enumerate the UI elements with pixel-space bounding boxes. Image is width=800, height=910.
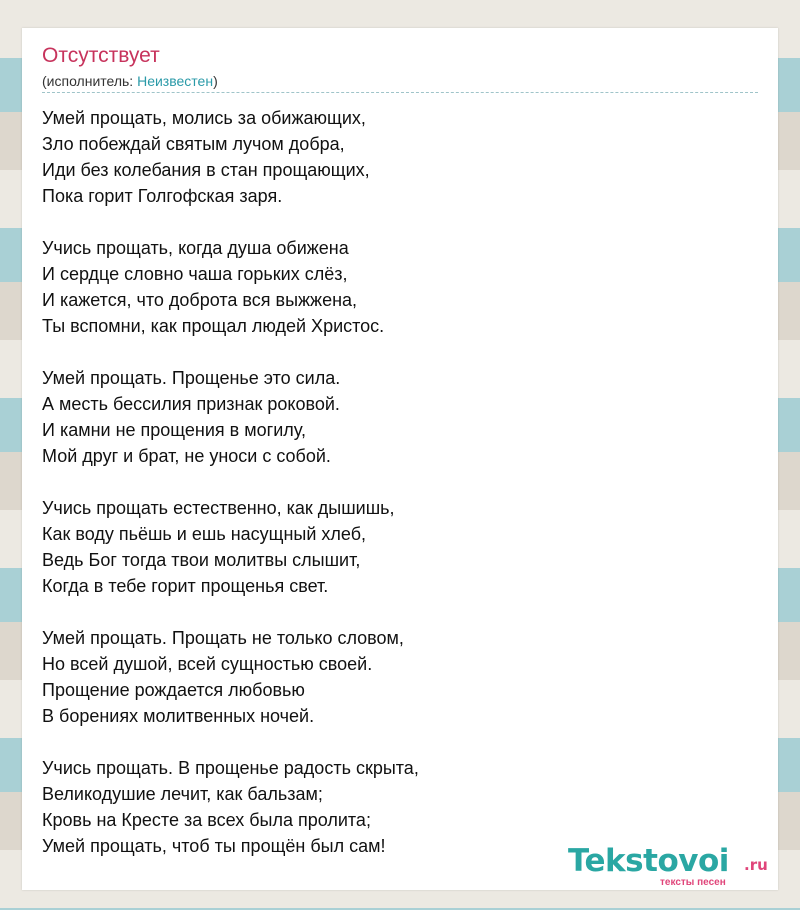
lyric-line: Учись прощать, когда душа обижена: [42, 238, 349, 258]
lyrics-body: [42, 105, 758, 859]
lyric-line: Кровь на Кресте за всех была пролита;: [42, 810, 371, 830]
stanza: [42, 625, 758, 729]
artist-line: [42, 73, 218, 89]
lyrics-card: [22, 28, 778, 890]
stanza: [42, 105, 758, 209]
lyric-line: Ведь Бог тогда твои молитвы слышит,: [42, 550, 361, 570]
site-logo[interactable]: [568, 843, 778, 889]
logo-tld: .ru: [744, 856, 768, 874]
lyric-line: А месть бессилия признак роковой.: [42, 394, 340, 414]
artist-link[interactable]: Неизвестен: [137, 73, 214, 89]
stanza: [42, 495, 758, 599]
header-divider: [42, 92, 758, 93]
lyric-line: Умей прощать. Прощать не только словом,: [42, 628, 404, 648]
lyric-line: Великодушие лечит, как бальзам;: [42, 784, 323, 804]
logo-wordmark: Tekstovoi: [568, 843, 729, 879]
artist-prefix: (исполнитель:: [42, 73, 138, 89]
lyric-line: И сердце словно чаша горьких слёз,: [42, 264, 348, 284]
lyric-line: Ты вспомни, как прощал людей Христос.: [42, 316, 385, 336]
lyric-line: И камни не прощения в могилу,: [42, 420, 306, 440]
lyric-line: Пока горит Голгофская заря.: [42, 186, 283, 206]
lyric-line: И кажется, что доброта вся выжжена,: [42, 290, 358, 310]
lyric-line: Иди без колебания в стан прощающих,: [42, 160, 370, 180]
lyric-line: Но всей душой, всей сущностью своей.: [42, 654, 373, 674]
song-title: Отсутствует: [42, 44, 160, 67]
stanza: [42, 365, 758, 469]
logo-tagline: тексты песен: [660, 877, 726, 888]
lyric-line: Умей прощать. Прощенье это сила.: [42, 368, 341, 388]
lyric-line: Умей прощать, чтоб ты прощён был сам!: [42, 836, 386, 856]
lyric-line: Зло побеждай святым лучом добра,: [42, 134, 345, 154]
lyric-line: Мой друг и брат, не уноси с собой.: [42, 446, 331, 466]
stanza: [42, 235, 758, 339]
artist-suffix: ): [213, 73, 218, 89]
lyric-line: Когда в тебе горит прощенья свет.: [42, 576, 329, 596]
lyric-line: Как воду пьёшь и ешь насущный хлеб,: [42, 524, 367, 544]
lyric-line: Учись прощать. В прощенье радость скрыта,: [42, 758, 419, 778]
lyric-line: Умей прощать, молись за обижающих,: [42, 108, 366, 128]
lyric-line: Учись прощать естественно, как дышишь,: [42, 498, 395, 518]
lyric-line: В борениях молитвенных ночей.: [42, 706, 315, 726]
lyric-line: Прощение рождается любовью: [42, 680, 305, 700]
